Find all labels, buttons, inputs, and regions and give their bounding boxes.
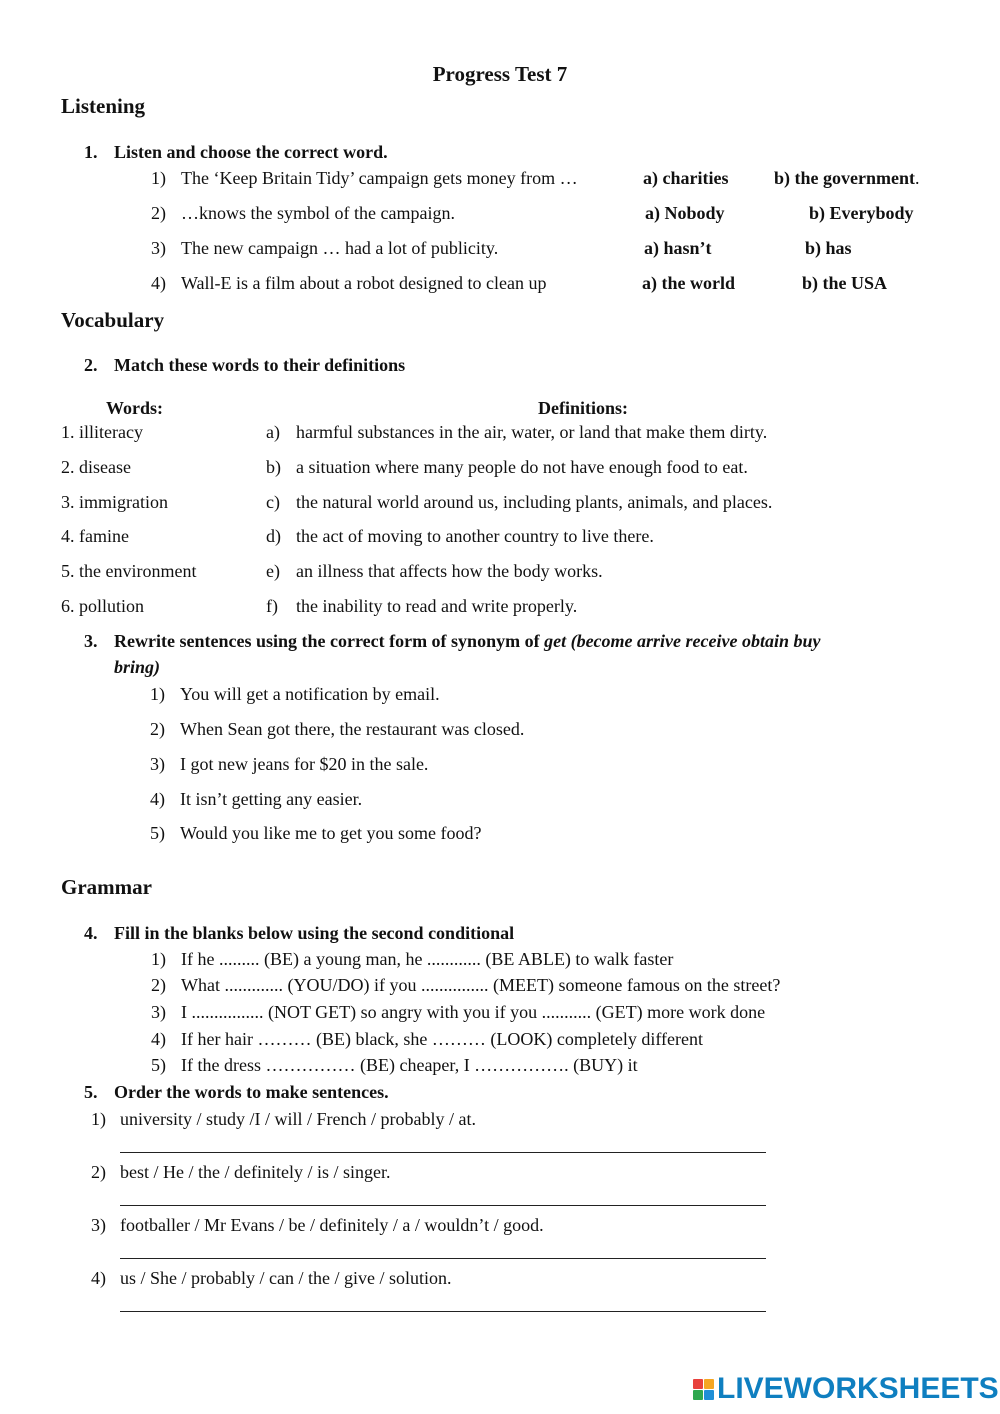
fill-blank-sentence: What ............. (YOU/DO) if you ............... (MEET) someone famous on the street? xyxy=(181,975,781,995)
synonym-list: get (become arrive receive obtain buy xyxy=(544,631,821,651)
logo-square xyxy=(693,1379,703,1389)
definition-letter: f) xyxy=(266,596,278,616)
task-number: 4. xyxy=(84,923,98,943)
liveworksheets-logo xyxy=(693,1374,999,1404)
list-item-number: 4) xyxy=(151,273,166,293)
sentence-text: It isn’t getting any easier. xyxy=(180,789,363,809)
option-b[interactable]: b) Everybody xyxy=(809,203,914,223)
list-item-number: 1) xyxy=(150,684,165,704)
task-title: Rewrite sentences using the correct form of synonym of xyxy=(114,631,540,651)
answer-line[interactable] xyxy=(120,1152,766,1153)
list-item-number: 2) xyxy=(151,203,166,223)
answer-line[interactable] xyxy=(120,1311,766,1312)
option-a[interactable]: a) the world xyxy=(642,273,735,293)
section-heading-vocabulary: Vocabulary xyxy=(61,308,165,332)
option-b-suffix: . xyxy=(914,168,920,188)
definition-letter: c) xyxy=(266,492,280,512)
list-item-number: 5) xyxy=(151,1055,166,1075)
logo-square xyxy=(704,1390,714,1400)
logo-text: LIVEWORKSHEETS xyxy=(717,1372,999,1405)
definition-letter: e) xyxy=(266,561,280,581)
list-item-number: 2) xyxy=(150,719,165,739)
task-4-heading xyxy=(84,923,514,944)
fill-blank-sentence: If her hair ……… (BE) black, she ……… (LOOK) completely different xyxy=(181,1029,704,1049)
task-title: Listen and choose the correct word. xyxy=(114,142,388,162)
words-header: Words: xyxy=(106,398,164,418)
definition-text: the natural world around us, including plants, animals, and places. xyxy=(296,492,773,512)
list-item-number: 1) xyxy=(151,949,166,969)
option-b-label: b) the government xyxy=(774,168,915,188)
task-number: 5. xyxy=(84,1082,98,1102)
task-2-heading xyxy=(84,355,405,376)
task-5-heading xyxy=(84,1082,389,1103)
definition-letter: d) xyxy=(266,526,281,546)
option-a[interactable]: a) Nobody xyxy=(645,203,725,223)
question-text: The new campaign … had a lot of publicity. xyxy=(181,238,499,258)
word-order-prompt: footballer / Mr Evans / be / definitely / a / wouldn’t / good. xyxy=(120,1215,544,1235)
section-heading-grammar: Grammar xyxy=(61,875,152,899)
definition-text: a situation where many people do not have enough food to eat. xyxy=(296,457,748,477)
option-a[interactable]: a) hasn’t xyxy=(644,238,712,258)
fill-blank-sentence: I ................ (NOT GET) so angry with you if you ........... (GET) more work done xyxy=(181,1002,766,1022)
question-text: The ‘Keep Britain Tidy’ campaign gets money from … xyxy=(181,168,578,188)
definition-letter: b) xyxy=(266,457,281,477)
list-item-number: 3) xyxy=(151,1002,166,1022)
task-number: 3. xyxy=(84,631,98,651)
fill-blank-sentence: If the dress …………… (BE) cheaper, I ……………. (BUY) it xyxy=(181,1055,638,1075)
list-item-number: 3) xyxy=(151,238,166,258)
section-heading-listening: Listening xyxy=(61,94,146,118)
task-number: 2. xyxy=(84,355,98,375)
list-item-number: 4) xyxy=(151,1029,166,1049)
task-3-heading xyxy=(84,631,821,652)
sentence-text: Would you like me to get you some food? xyxy=(180,823,482,843)
answer-line[interactable] xyxy=(120,1258,766,1259)
sentence-text: When Sean got there, the restaurant was closed. xyxy=(180,719,525,739)
fill-blank-sentence: If he ......... (BE) a young man, he ............ (BE ABLE) to walk faster xyxy=(181,949,674,969)
option-a[interactable]: a) charities xyxy=(643,168,729,188)
task-title: Fill in the blanks below using the second conditional xyxy=(114,923,515,943)
word-order-prompt: best / He / the / definitely / is / singer. xyxy=(120,1162,391,1182)
vocab-word: 5. the environment xyxy=(61,561,197,581)
task-title: Order the words to make sentences. xyxy=(114,1082,389,1102)
synonym-list-continued: bring) xyxy=(114,657,161,677)
sentence-text: I got new jeans for $20 in the sale. xyxy=(180,754,429,774)
task-title: Match these words to their definitions xyxy=(114,355,406,375)
list-item-number: 2) xyxy=(91,1162,106,1182)
question-text: …knows the symbol of the campaign. xyxy=(181,203,455,223)
task-1-heading xyxy=(84,142,388,163)
list-item-number: 1) xyxy=(151,168,166,188)
word-order-prompt: us / She / probably / can / the / give / solution. xyxy=(120,1268,452,1288)
definition-letter: a) xyxy=(266,422,280,442)
definition-text: the act of moving to another country to live there. xyxy=(296,526,654,546)
page-title: Progress Test 7 xyxy=(432,62,568,86)
vocab-word: 1. illiteracy xyxy=(61,422,143,442)
definitions-header: Definitions: xyxy=(538,398,628,418)
answer-line[interactable] xyxy=(120,1205,766,1206)
task-number: 1. xyxy=(84,142,98,162)
logo-square xyxy=(704,1379,714,1389)
question-text: Wall-E is a film about a robot designed to clean up xyxy=(181,273,547,293)
list-item-number: 3) xyxy=(91,1215,106,1235)
vocab-word: 4. famine xyxy=(61,526,129,546)
logo-icon xyxy=(693,1379,714,1400)
vocab-word: 6. pollution xyxy=(61,596,145,616)
list-item-number: 3) xyxy=(150,754,165,774)
list-item-number: 2) xyxy=(151,975,166,995)
list-item-number: 1) xyxy=(91,1109,106,1129)
definition-text: harmful substances in the air, water, or land that make them dirty. xyxy=(296,422,768,442)
option-b[interactable]: b) has xyxy=(805,238,852,258)
word-order-prompt: university / study /I / will / French / probably / at. xyxy=(120,1109,476,1129)
definition-text: the inability to read and write properly. xyxy=(296,596,578,616)
option-b[interactable] xyxy=(774,168,919,189)
definition-text: an illness that affects how the body works. xyxy=(296,561,603,581)
list-item-number: 5) xyxy=(150,823,165,843)
option-b[interactable]: b) the USA xyxy=(802,273,888,293)
sentence-text: You will get a notification by email. xyxy=(180,684,440,704)
vocab-word: 3. immigration xyxy=(61,492,168,512)
vocab-word: 2. disease xyxy=(61,457,131,477)
logo-square xyxy=(693,1390,703,1400)
list-item-number: 4) xyxy=(91,1268,106,1288)
list-item-number: 4) xyxy=(150,789,165,809)
